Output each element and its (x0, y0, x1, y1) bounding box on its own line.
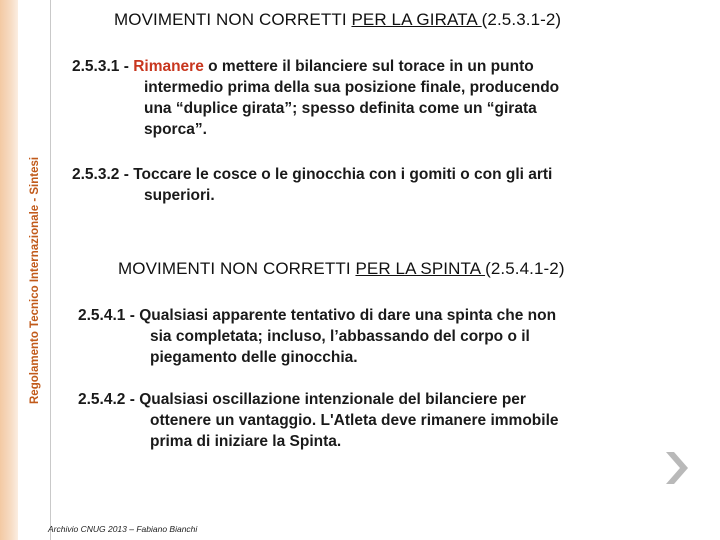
chevron-right-icon (660, 448, 692, 488)
rule-line: ottenere un vantaggio. L'Atleta deve rimanere immobile (150, 412, 559, 429)
sidebar-label: Regolamento Tecnico Internazionale - Sintesi (29, 156, 41, 404)
rule-line: sporca”. (144, 121, 207, 138)
rule-line: prima di iniziare la Spinta. (150, 433, 342, 450)
rule-first-line: o mettere il bilanciere sul torace in un punto (203, 58, 534, 75)
rule-line: piegamento delle ginocchia. (150, 349, 358, 366)
rule-line: superiori. (144, 187, 215, 204)
section-title-girata (114, 10, 561, 30)
next-slide-button[interactable] (660, 448, 692, 488)
section-title-underlined: PER LA GIRATA (351, 10, 482, 29)
rule-highlight-word: Rimanere (133, 58, 204, 75)
rule-line: intermedio prima della sua posizione finale, producendo (144, 79, 560, 96)
section-title-underlined: PER LA SPINTA (355, 259, 486, 278)
rule-first-line: Qualsiasi apparente tentativo di dare una spinta che non (139, 307, 557, 324)
section-title-prefix: MOVIMENTI NON CORRETTI (118, 259, 356, 278)
rule-number: 2.5.3.2 - (72, 166, 134, 183)
sidebar-strip (0, 0, 18, 540)
section-title-spinta (118, 259, 565, 279)
rule-2-5-4-1 (78, 305, 638, 368)
sidebar-divider (50, 0, 51, 540)
section-title-suffix: (2.5.4.1-2) (485, 259, 565, 278)
rule-2-5-4-2 (78, 389, 638, 452)
rule-number: 2.5.4.2 - (78, 391, 140, 408)
section-title-prefix: MOVIMENTI NON CORRETTI (114, 10, 352, 29)
section-title-suffix: (2.5.3.1-2) (481, 10, 562, 29)
rule-line: una “duplice girata”; spesso definita come un “girata (144, 100, 537, 117)
rule-first-line: Toccare le cosce o le ginocchia con i gomiti o con gli arti (133, 166, 553, 183)
rule-2-5-3-1 (72, 56, 632, 140)
rule-2-5-3-2 (72, 164, 662, 206)
rule-first-line: Qualsiasi oscillazione intenzionale del bilanciere per (139, 391, 526, 408)
rule-number: 2.5.4.1 - (78, 307, 140, 324)
rule-number: 2.5.3.1 - (72, 58, 134, 75)
footer-credit: Archivio CNUG 2013 – Fabiano Bianchi (48, 524, 198, 534)
rule-line: sia completata; incluso, l’abbassando del corpo o il (150, 328, 530, 345)
